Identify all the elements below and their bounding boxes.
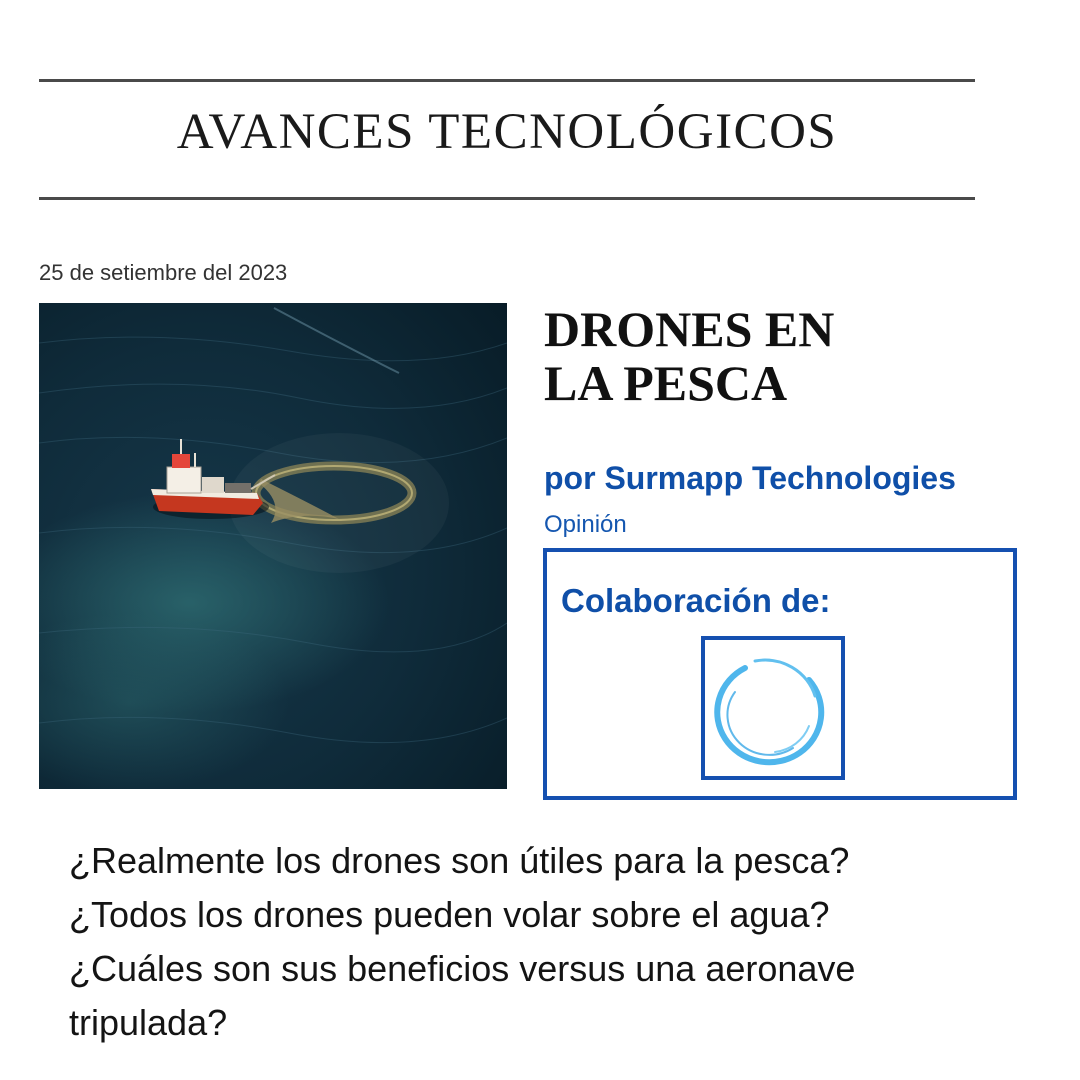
section-title: AVANCES TECNOLÓGICOS xyxy=(176,104,838,160)
question-line: ¿Todos los drones pueden volar sobre el agua? xyxy=(69,894,830,935)
article-questions xyxy=(69,834,1059,1050)
collaboration-label: Colaboración de: xyxy=(561,582,831,619)
collaborator-logo xyxy=(701,636,845,780)
article-section-tag: Opinión xyxy=(544,511,627,538)
question-line: ¿Realmente los drones son útiles para la pesca? xyxy=(69,840,850,881)
question-line: ¿Cuáles son sus beneficios versus una aeronave xyxy=(69,948,856,989)
bottom-rule xyxy=(39,197,975,200)
article-byline: por Surmapp Technologies xyxy=(544,460,956,496)
circle-ring-logo-icon xyxy=(705,640,841,776)
headline-line: DRONES EN xyxy=(544,301,835,357)
collaboration-box xyxy=(543,548,1017,800)
question-line: tripulada? xyxy=(69,1002,228,1043)
top-rule xyxy=(39,79,975,82)
article-headline xyxy=(544,302,834,410)
headline-line: LA PESCA xyxy=(544,355,788,411)
article-date: 25 de setiembre del 2023 xyxy=(39,260,288,285)
fishing-boat-aerial-photo xyxy=(39,303,507,789)
